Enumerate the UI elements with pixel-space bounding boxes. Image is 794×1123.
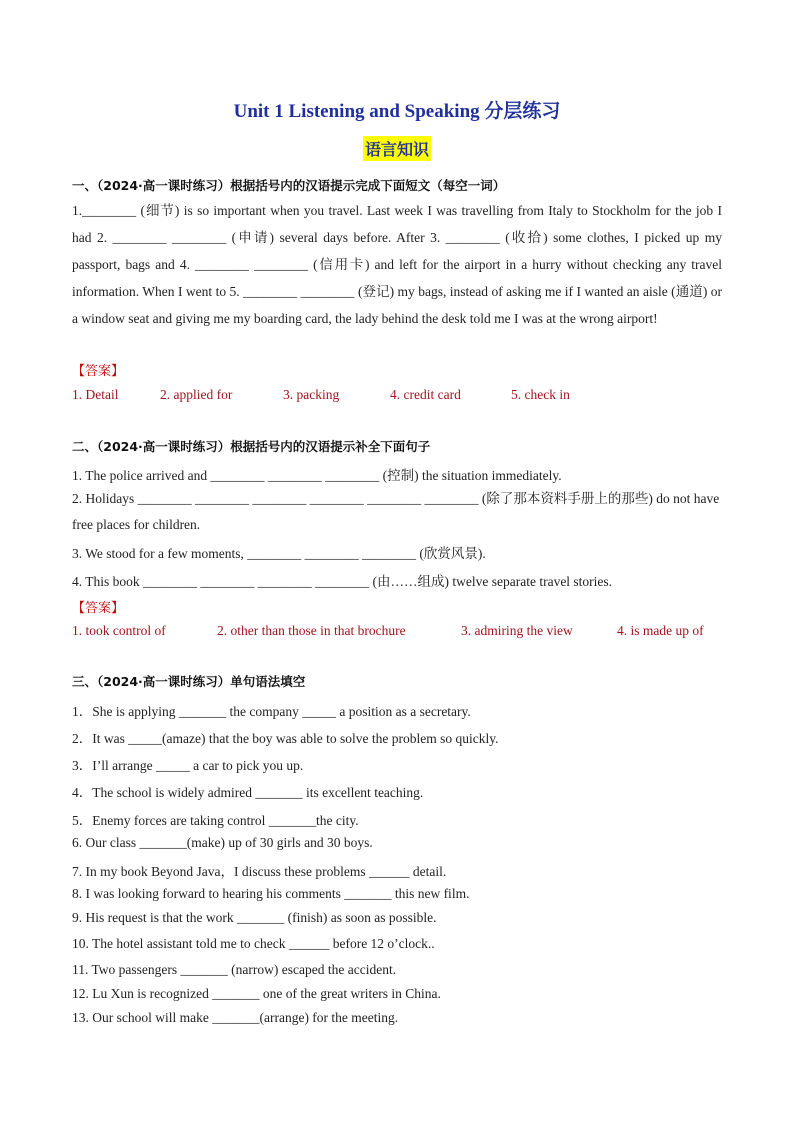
section1-answer: 4. credit card bbox=[390, 387, 461, 402]
section1-answer: 5. check in bbox=[511, 387, 570, 402]
section3-item: 8. I was looking forward to hearing his comments _______ this new film. bbox=[72, 886, 470, 901]
section2-item: 4. This book ________ ________ ________ ________ (由……组成) twelve separate travel stories. bbox=[72, 574, 613, 589]
section2-answer: 2. other than those in that brochure bbox=[217, 623, 406, 638]
section-subtitle: 语言知识 bbox=[363, 136, 431, 161]
section1-answer: 2. applied for bbox=[160, 387, 233, 402]
section2-item: 1. The police arrived and ________ ________ ________ (控制) the situation immediately. bbox=[72, 468, 562, 483]
section3-item: 5．Enemy forces are taking control _______the city. bbox=[72, 813, 359, 828]
section2-answer-label: 【答案】 bbox=[72, 601, 125, 616]
section3-item: 2．It was _____(amaze) that the boy was able to solve the problem so quickly. bbox=[72, 731, 499, 746]
section2-heading: 二、（2024·高一课时练习）根据括号内的汉语提示补全下面句子 bbox=[72, 439, 431, 454]
section3-item: 10. The hotel assistant told me to check ______ before 12 o’clock.. bbox=[72, 936, 435, 951]
section3-item: 13. Our school will make _______(arrange) for the meeting. bbox=[72, 1010, 399, 1025]
section2-item: 2. Holidays ________ ________ ________ ________ ________ ________ (除了那本资料手册上的那些) do not have free places for children. bbox=[72, 491, 720, 532]
section3-item: 6. Our class _______(make) up of 30 girls and 30 boys. bbox=[72, 835, 373, 850]
section3-item: 11. Two passengers _______ (narrow) escaped the accident. bbox=[72, 962, 397, 977]
section1-answer: 1. Detail bbox=[72, 387, 119, 402]
section2-answer: 3. admiring the view bbox=[461, 623, 573, 638]
section2-item: 3. We stood for a few moments, ________ ________ ________ (欣赏风景). bbox=[72, 546, 486, 561]
section3-item: 7. In my book Beyond Java，I discuss these problems ______ detail. bbox=[72, 864, 447, 879]
section1-heading: 一、（2024·高一课时练习）根据括号内的汉语提示完成下面短文（每空一词） bbox=[72, 178, 506, 193]
section3-item: 12. Lu Xun is recognized _______ one of the great writers in China. bbox=[72, 986, 441, 1001]
section2-answer: 1. took control of bbox=[72, 623, 166, 638]
section3-item: 4．The school is widely admired _______ its excellent teaching. bbox=[72, 785, 424, 800]
page-title: Unit 1 Listening and Speaking 分层练习 bbox=[233, 101, 561, 122]
section3-item: 1．She is applying _______ the company _____ a position as a secretary. bbox=[72, 704, 471, 719]
section3-item: 9. His request is that the work _______ (finish) as soon as possible. bbox=[72, 910, 437, 925]
section1-passage: 1.________ (细节) is so important when you travel. Last week I was travelling from Italy to Stockholm for the job I had 2. ________ ________ (申请) several days before. After 3. ________ (收拾) some clothes, I picked up my passport, bags and 4. ________ ________ (信用卡) and left for the airport in a hurry without checking any travel information. When I went to 5. ________ ________ (登记) my bags, instead of asking me if I wanted an aisle (通道) or a window seat and giving me my boarding card, the lady behind the desk told me I was at the wrong airport! bbox=[72, 203, 722, 326]
section1-answer-label: 【答案】 bbox=[72, 364, 125, 379]
section3-item: 3．I’ll arrange _____ a car to pick you up. bbox=[72, 758, 304, 773]
section2-answer: 4. is made up of bbox=[617, 623, 704, 638]
section1-answer: 3. packing bbox=[283, 387, 340, 402]
section3-heading: 三、（2024·高一课时练习）单句语法填空 bbox=[72, 674, 306, 689]
